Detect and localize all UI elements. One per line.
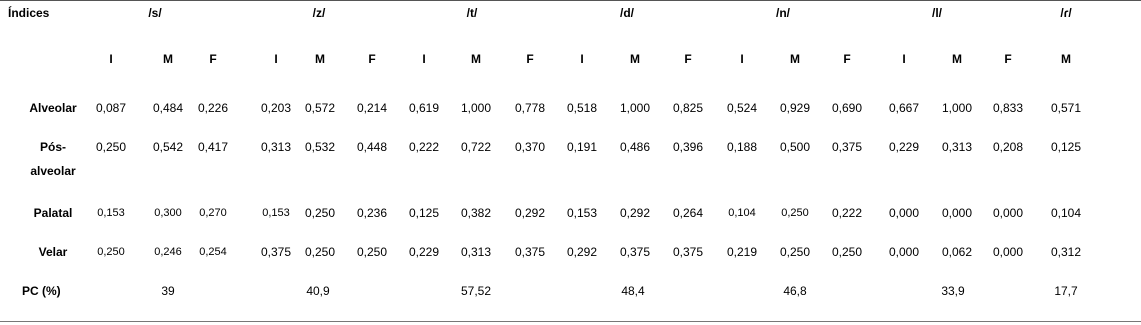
table-cell: 0,250 <box>97 246 125 258</box>
table-cell: 0,417 <box>197 140 229 154</box>
table-cell: 0,542 <box>152 140 184 154</box>
sub-header: I <box>580 52 584 66</box>
phoneme-header: /d/ <box>620 6 634 20</box>
table-cell: 0,000 <box>888 206 920 220</box>
sub-header: I <box>109 52 113 66</box>
table-cell: 0,125 <box>1050 140 1082 154</box>
table-cell: 0,153 <box>97 207 125 219</box>
table-cell: 0,667 <box>888 101 920 115</box>
table-cell: 0,087 <box>95 101 127 115</box>
sub-header: F <box>526 52 534 66</box>
table-cell: 0,000 <box>992 206 1024 220</box>
table-cell: 0,229 <box>888 140 920 154</box>
phoneme-header: /s/ <box>148 6 162 20</box>
pc-value: 48,4 <box>621 284 645 298</box>
table-cell: 0,375 <box>619 245 651 259</box>
table-cell: 0,375 <box>672 245 704 259</box>
table-cell: 0,191 <box>566 140 598 154</box>
pc-value: 33,9 <box>941 284 965 298</box>
table-cell: 0,000 <box>888 245 920 259</box>
table-cell: 0,571 <box>1050 101 1082 115</box>
table-cell: 0,246 <box>154 246 182 258</box>
row-label-pos-alveolar-line1: Pós- <box>39 140 67 154</box>
table-cell: 0,375 <box>831 140 863 154</box>
bottom-rule <box>0 321 1141 322</box>
sub-header: F <box>843 52 851 66</box>
sub-header: M <box>471 52 481 66</box>
table-cell: 0,292 <box>514 206 546 220</box>
sub-header: F <box>684 52 692 66</box>
table-cell: 0,104 <box>1050 206 1082 220</box>
sub-header: I <box>274 52 278 66</box>
table-cell: 0,382 <box>460 206 492 220</box>
table-cell: 0,219 <box>726 245 758 259</box>
phoneme-header: /z/ <box>312 6 326 20</box>
table-cell: 0,778 <box>514 101 546 115</box>
sub-header: I <box>422 52 426 66</box>
sub-header: M <box>630 52 640 66</box>
table-cell: 0,524 <box>726 101 758 115</box>
table-cell: 0,292 <box>566 245 598 259</box>
table-cell: 1,000 <box>941 101 973 115</box>
row-label-alveolar: Alveolar <box>29 101 77 115</box>
sub-header: M <box>790 52 800 66</box>
table-cell: 0,208 <box>992 140 1024 154</box>
table-cell: 0,250 <box>304 206 336 220</box>
sub-header: F <box>368 52 376 66</box>
table-cell: 0,250 <box>304 245 336 259</box>
phoneme-header: /t/ <box>466 6 478 20</box>
sub-header: M <box>952 52 962 66</box>
pc-value: 57,52 <box>460 284 492 298</box>
table-cell: 0,250 <box>781 207 809 219</box>
table-cell: 0,722 <box>460 140 492 154</box>
table-cell: 0,250 <box>356 245 388 259</box>
corner-label: Índices <box>8 6 50 20</box>
table-cell: 0,203 <box>260 101 292 115</box>
table-cell: 0,250 <box>831 245 863 259</box>
table-cell: 0,484 <box>152 101 184 115</box>
table-cell: 0,270 <box>199 207 227 219</box>
table-cell: 0,375 <box>260 245 292 259</box>
sub-header: M <box>315 52 325 66</box>
row-label-velar: Velar <box>38 245 68 259</box>
table-cell: 0,222 <box>408 140 440 154</box>
table-cell: 0,929 <box>779 101 811 115</box>
table-cell: 0,370 <box>514 140 546 154</box>
table-cell: 0,825 <box>672 101 704 115</box>
table-cell: 0,250 <box>779 245 811 259</box>
table-cell: 0,062 <box>941 245 973 259</box>
table-cell: 0,313 <box>941 140 973 154</box>
top-rule <box>0 0 1141 1</box>
table-cell: 0,222 <box>831 206 863 220</box>
table-cell: 0,125 <box>408 206 440 220</box>
table-cell: 0,572 <box>304 101 336 115</box>
phoneme-header: /n/ <box>776 6 790 20</box>
sub-header: F <box>209 52 217 66</box>
table-cell: 0,226 <box>197 101 229 115</box>
sub-header: M <box>163 52 173 66</box>
table-cell: 0,153 <box>262 207 290 219</box>
table-cell: 0,236 <box>356 206 388 220</box>
table-cell: 0,214 <box>356 101 388 115</box>
table-cell: 0,619 <box>408 101 440 115</box>
table-cell: 0,500 <box>779 140 811 154</box>
table-cell: 0,300 <box>154 207 182 219</box>
pc-value: 17,7 <box>1054 284 1078 298</box>
table-cell: 0,264 <box>672 206 704 220</box>
table-cell: 1,000 <box>460 101 492 115</box>
row-label-pos-alveolar-line2: alveolar <box>30 164 76 178</box>
pc-value: 46,8 <box>783 284 807 298</box>
sub-header: M <box>1061 52 1071 66</box>
table-cell: 0,486 <box>619 140 651 154</box>
table-cell: 0,313 <box>460 245 492 259</box>
phoneme-header: /ɾ/ <box>1060 6 1072 20</box>
table-cell: 0,153 <box>566 206 598 220</box>
sub-header: I <box>902 52 906 66</box>
table-cell: 0,518 <box>566 101 598 115</box>
table-cell: 1,000 <box>619 101 651 115</box>
table-cell: 0,254 <box>199 246 227 258</box>
sub-header: I <box>740 52 744 66</box>
table-cell: 0,448 <box>356 140 388 154</box>
table-cell: 0,000 <box>992 245 1024 259</box>
phoneme-header: /l/ <box>931 6 943 20</box>
table-cell: 0,250 <box>95 140 127 154</box>
table-cell: 0,312 <box>1050 245 1082 259</box>
sub-header: F <box>1004 52 1012 66</box>
table-cell: 0,396 <box>672 140 704 154</box>
table-cell: 0,532 <box>304 140 336 154</box>
table-cell: 0,833 <box>992 101 1024 115</box>
pc-value: 40,9 <box>306 284 330 298</box>
table-cell: 0,313 <box>260 140 292 154</box>
pc-label: PC (%) <box>22 284 61 298</box>
table-cell: 0,188 <box>726 140 758 154</box>
table-cell: 0,292 <box>619 206 651 220</box>
table-cell: 0,375 <box>514 245 546 259</box>
pc-value: 39 <box>161 284 175 298</box>
table-cell: 0,690 <box>831 101 863 115</box>
row-label-palatal: Palatal <box>33 206 73 220</box>
table-cell: 0,229 <box>408 245 440 259</box>
table-cell: 0,000 <box>941 206 973 220</box>
table-cell: 0,104 <box>728 207 756 219</box>
